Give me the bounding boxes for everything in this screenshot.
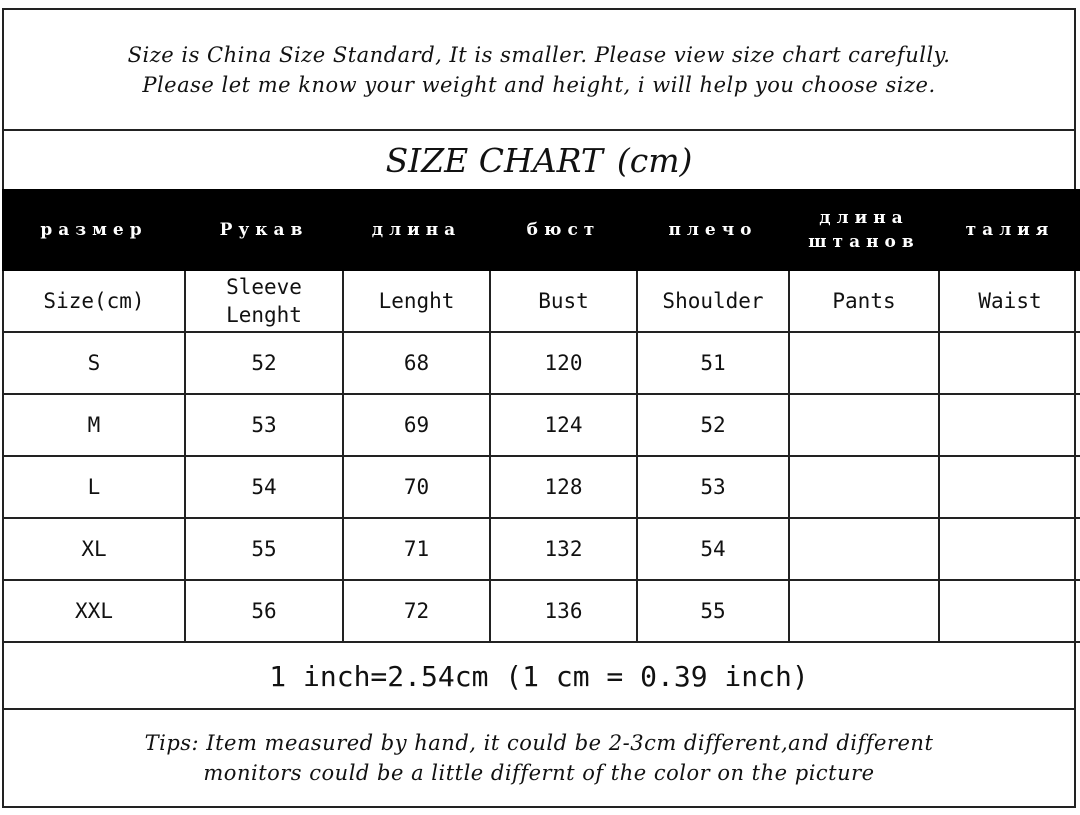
en-header-sleeve: Sleeve Lenght [185,270,343,332]
ru-header-sleeve: Рукав [185,190,343,270]
chart-title-text: SIZE CHART [385,140,603,180]
tips-note [4,710,1074,806]
tips-line-1: Tips: Item measured by hand, it could be 2-3cm different,and different [144,731,934,755]
table-row [3,580,1080,642]
cell-pants [789,518,939,580]
ru-header-length: длина [343,190,490,270]
ru-header-shoulder: плечо [637,190,789,270]
en-header-bust: Bust [490,270,637,332]
cell-waist [939,394,1080,456]
cell-bust: 124 [490,394,637,456]
cell-size: L [3,456,185,518]
table-row [3,518,1080,580]
russian-header-row [3,190,1080,270]
cell-sleeve: 53 [185,394,343,456]
notice-line-1: Size is China Size Standard, It is smaller. Please view size chart carefully. [127,42,951,67]
size-notice [4,10,1074,131]
en-header-size: Size(cm) [3,270,185,332]
size-table [2,189,1080,643]
table-row [3,456,1080,518]
cell-waist [939,580,1080,642]
en-header-pants: Pants [789,270,939,332]
cell-sleeve: 56 [185,580,343,642]
tips-line-2: monitors could be a little differnt of the color on the picture [203,761,875,785]
cell-length: 68 [343,332,490,394]
cell-sleeve: 54 [185,456,343,518]
english-header-row [3,270,1080,332]
cell-sleeve: 52 [185,332,343,394]
en-header-shoulder: Shoulder [637,270,789,332]
unit-conversion-note: 1 inch=2.54cm (1 cm = 0.39 inch) [4,644,1074,710]
cell-size: XXL [3,580,185,642]
cell-length: 70 [343,456,490,518]
cell-pants [789,456,939,518]
cell-sleeve: 55 [185,518,343,580]
ru-header-waist: талия [939,190,1080,270]
cell-size: S [3,332,185,394]
table-row [3,332,1080,394]
cell-bust: 128 [490,456,637,518]
size-chart-frame [2,8,1076,808]
cell-shoulder: 53 [637,456,789,518]
chart-title-unit: (cm) [616,140,693,180]
notice-line-2: Please let me know your weight and height, i will help you choose size. [142,72,936,97]
cell-waist [939,332,1080,394]
en-header-waist: Waist [939,270,1080,332]
cell-length: 72 [343,580,490,642]
chart-title [4,131,1074,189]
en-header-length: Lenght [343,270,490,332]
ru-header-pants: длина штанов [789,190,939,270]
cell-bust: 136 [490,580,637,642]
cell-length: 69 [343,394,490,456]
cell-length: 71 [343,518,490,580]
cell-size: M [3,394,185,456]
cell-shoulder: 52 [637,394,789,456]
cell-size: XL [3,518,185,580]
table-row [3,394,1080,456]
cell-bust: 132 [490,518,637,580]
cell-shoulder: 51 [637,332,789,394]
cell-waist [939,456,1080,518]
cell-shoulder: 54 [637,518,789,580]
cell-pants [789,332,939,394]
cell-pants [789,394,939,456]
cell-bust: 120 [490,332,637,394]
ru-header-size: размер [3,190,185,270]
cell-pants [789,580,939,642]
cell-waist [939,518,1080,580]
cell-shoulder: 55 [637,580,789,642]
ru-header-bust: бюст [490,190,637,270]
